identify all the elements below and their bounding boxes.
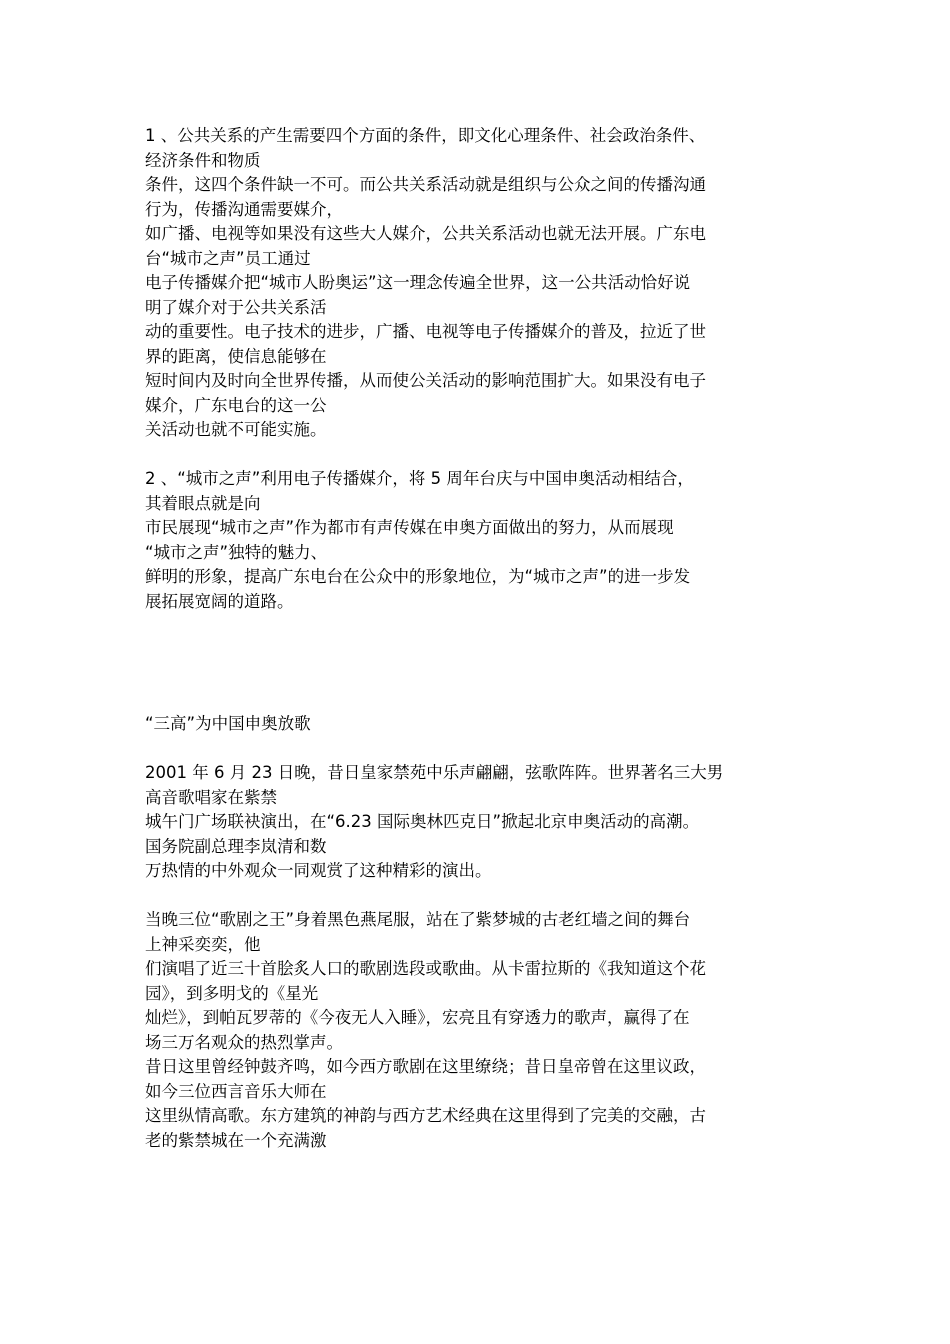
text-line: 灿烂》，到帕瓦罗蒂的《今夜无人入睡》，宏亮且有穿透力的歌声，赢得了在: [145, 1008, 690, 1027]
text-line: 其着眼点就是向: [145, 493, 261, 513]
text-line: 展拓展宽阔的道路。: [145, 591, 294, 611]
article-paragraph-1: [145, 761, 800, 884]
text-line: 条件，这四个条件缺一不可。而公共关系活动就是组织与公众之间的传播沟通: [145, 175, 706, 194]
text-line: 昔日这里曾经钟鼓齐鸣，如今西方歌剧在这里缭绕；昔日皇帝曾在这里议政，: [145, 1057, 706, 1076]
document-page: [145, 124, 800, 1153]
text-line: 如广播、电视等如果没有这些大人媒介，公共关系活动也就无法开展。广东电: [145, 224, 706, 243]
text-line: 老的紫禁城在一个充满激: [145, 1130, 327, 1150]
section-gap: [145, 614, 800, 712]
text-line: 2 、“城市之声”利用电子传播媒介，将 5 周年台庆与中国申奥活动相结合，: [145, 469, 694, 488]
article-paragraph-2: [145, 908, 800, 1153]
text-line: “城市之声”独特的魅力、: [145, 542, 328, 562]
text-line: 电子传播媒介把“城市人盼奥运”这一理念传遍全世界，这一公共活动恰好说: [145, 273, 691, 292]
text-line: 上神采奕奕，他: [145, 934, 261, 954]
text-line: 明了媒介对于公共关系活: [145, 297, 327, 317]
text-line: 媒介，广东电台的这一公: [145, 395, 327, 415]
text-line: 2001 年 6 月 23 日晚，昔日皇家禁苑中乐声翩翩，弦歌阵阵。世界著名三大男: [145, 763, 724, 782]
section-1: [145, 124, 800, 443]
text-line: 短时间内及时向全世界传播，从而使公关活动的影响范围扩大。如果没有电子: [145, 371, 706, 390]
text-line: 这里纵情高歌。东方建筑的神韵与西方艺术经典在这里得到了完美的交融，古: [145, 1106, 706, 1125]
text-line: 关活动也就不可能实施。: [145, 420, 327, 439]
text-line: 鲜明的形象，提高广东电台在公众中的形象地位，为“城市之声”的进一步发: [145, 567, 691, 586]
text-line: 1 、公共关系的产生需要四个方面的条件，即文化心理条件、社会政治条件、: [145, 126, 706, 145]
paragraph-gap: [145, 884, 800, 909]
article-title: “三高”为中国申奥放歌: [145, 714, 311, 733]
text-line: 动的重要性。电子技术的进步，广播、电视等电子传播媒介的普及，拉近了世: [145, 322, 706, 341]
text-line: 行为，传播沟通需要媒介，: [145, 199, 343, 219]
text-line: 市民展现“城市之声”作为都市有声传媒在申奥方面做出的努力，从而展现: [145, 518, 674, 537]
text-line: 万热情的中外观众一同观赏了这种精彩的演出。: [145, 861, 492, 880]
text-line: 高音歌唱家在紫禁: [145, 787, 277, 807]
text-line: 当晚三位“歌剧之王”身着黑色燕尾服，站在了紫梦城的古老红墙之间的舞台: [145, 910, 691, 929]
text-line: 界的距离，使信息能够在: [145, 346, 327, 366]
text-line: 国务院副总理李岚清和数: [145, 836, 327, 856]
section-2: [145, 467, 800, 614]
paragraph-gap: [145, 443, 800, 468]
paragraph-gap: [145, 737, 800, 762]
text-line: 台“城市之声”员工通过: [145, 248, 311, 268]
text-line: 经济条件和物质: [145, 150, 261, 170]
text-line: 场三万名观众的热烈掌声。: [145, 1032, 343, 1052]
text-line: 城午门广场联袂演出，在“6.23 国际奥林匹克日”掀起北京申奥活动的高潮。: [145, 812, 700, 831]
text-line: 园》，到多明戈的《星光: [145, 983, 319, 1003]
text-line: 们演唱了近三十首脍炙人口的歌剧选段或歌曲。从卡雷拉斯的《我知道这个花: [145, 959, 706, 978]
text-line: 如今三位西言音乐大师在: [145, 1081, 327, 1101]
